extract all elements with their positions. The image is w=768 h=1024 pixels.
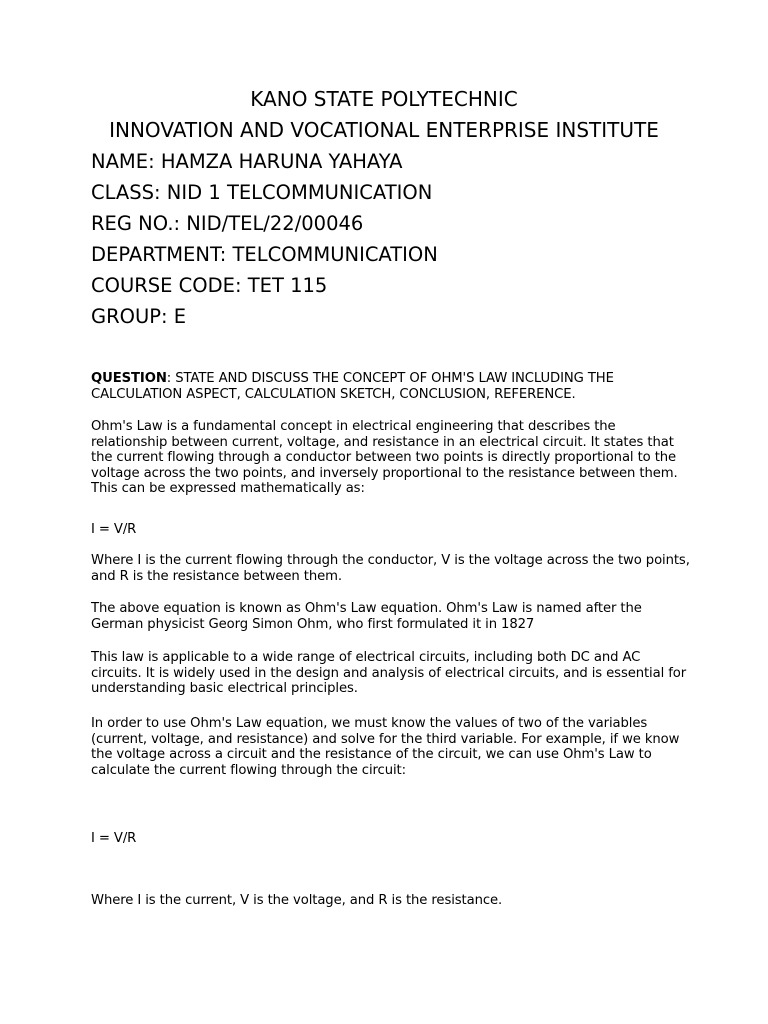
student-reg-no: REG NO.: NID/TEL/22/00046 (91, 212, 364, 235)
paragraph-conclusion: Where I is the current, V is the voltage, and R is the resistance. (91, 893, 503, 908)
paragraph-usage: In order to use Ohm's Law equation, we must know the values of two of the variables (current, voltage, and resistance) and solve for the third variable. For example, if we know the voltage across a circuit and the resistance of the circuit, we can use Ohm's Law to calculate the current flowing through the circuit: (91, 716, 680, 778)
group: GROUP: E (91, 305, 187, 328)
institute-title: INNOVATION AND VOCATIONAL ENTERPRISE INSTITUTE (109, 118, 659, 142)
student-class: CLASS: NID 1 TELCOMMUNICATION (91, 181, 433, 204)
paragraph-definition: Ohm's Law is a fundamental concept in electrical engineering that describes the relationship between current, voltage, and resistance in an electrical circuit. It states that the current flowing through a conductor between two points is directly proportional to the voltage across the two points, and inversely proportional to the resistance between them. This can be expressed mathematically as: (91, 419, 678, 496)
course-code: COURSE CODE: TET 115 (91, 274, 328, 297)
institution-title: KANO STATE POLYTECHNIC (250, 87, 518, 111)
student-department: DEPARTMENT: TELCOMMUNICATION (91, 243, 438, 266)
equation-2: I = V/R (91, 831, 137, 846)
student-name: NAME: HAMZA HARUNA YAHAYA (91, 150, 403, 173)
question-label: QUESTION (91, 371, 167, 386)
paragraph-variables: Where I is the current flowing through the conductor, V is the voltage across the two points, and R is the resistance between them. (91, 553, 690, 584)
paragraph-history: The above equation is known as Ohm's Law equation. Ohm's Law is named after the German physicist Georg Simon Ohm, who first formulated it in 1827 (91, 601, 642, 632)
question-paragraph (91, 371, 691, 402)
paragraph-applicability: This law is applicable to a wide range of electrical circuits, including both DC and AC circuits. It is widely used in the design and analysis of electrical circuits, and is essential for understanding basic electrical principles. (91, 650, 687, 696)
question-text: : STATE AND DISCUSS THE CONCEPT OF OHM'S LAW INCLUDING THE CALCULATION ASPECT, CALCULATION SKETCH, CONCLUSION, REFERENCE. (91, 371, 614, 402)
equation-1: I = V/R (91, 522, 137, 537)
